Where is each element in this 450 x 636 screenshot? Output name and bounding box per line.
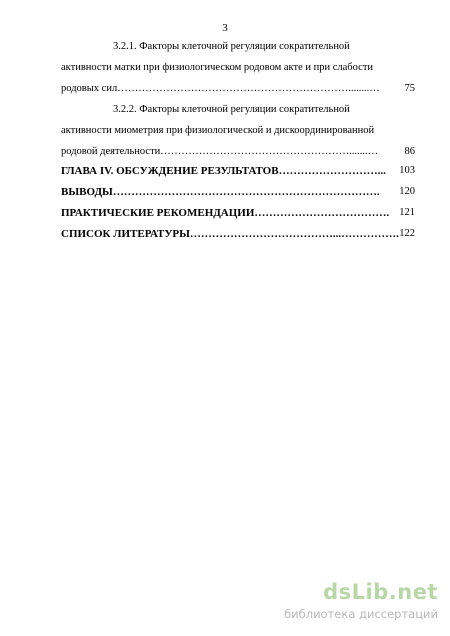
toc-entry-references: СПИСОК ЛИТЕРАТУРЫ…………………………………...……………. — [61, 228, 399, 240]
watermark — [248, 580, 438, 624]
toc-entry-conclusions-page: 120 — [399, 186, 415, 197]
toc-entry-3-2-2-line-2: активности миометрия при физиологической и дискоординированной — [61, 125, 375, 136]
watermark-caption: библиотека диссертаций — [284, 607, 438, 621]
toc-entry-3-2-1-line-1: 3.2.1. Факторы клеточной регуляции сократительной — [113, 41, 350, 52]
toc-entry-chapter-4: ГЛАВА IV. ОБСУЖДЕНИЕ РЕЗУЛЬТАТОВ………………………... — [61, 165, 386, 177]
toc-entry-3-2-2-page: 86 — [404, 146, 415, 157]
toc-entry-references-page: 122 — [399, 228, 415, 239]
toc-entry-conclusions: ВЫВОДЫ………………………………………………………………. — [61, 186, 380, 198]
toc-entry-recommendations-page: 121 — [399, 207, 415, 218]
toc-entry-3-2-1-page: 75 — [404, 83, 415, 94]
toc-entry-recommendations: ПРАКТИЧЕСКИЕ РЕКОМЕНДАЦИИ………………………………. — [61, 207, 390, 219]
toc-entry-3-2-1-line-2: активности матки при физиологическом родовом акте и при слабости — [61, 62, 374, 73]
page-number: 3 — [222, 22, 228, 34]
toc-entry-chapter-4-page: 103 — [399, 165, 415, 176]
toc-entry-3-2-2-line-3: родовой деятельности……………………………………………….......… — [61, 146, 379, 157]
watermark-logo: dsLib.net — [323, 580, 438, 604]
toc-entry-3-2-2-line-1: 3.2.2. Факторы клеточной регуляции сократительной — [113, 104, 350, 115]
toc-entry-3-2-1-line-3: родовых сил…………………………………………………………........… — [61, 83, 380, 94]
